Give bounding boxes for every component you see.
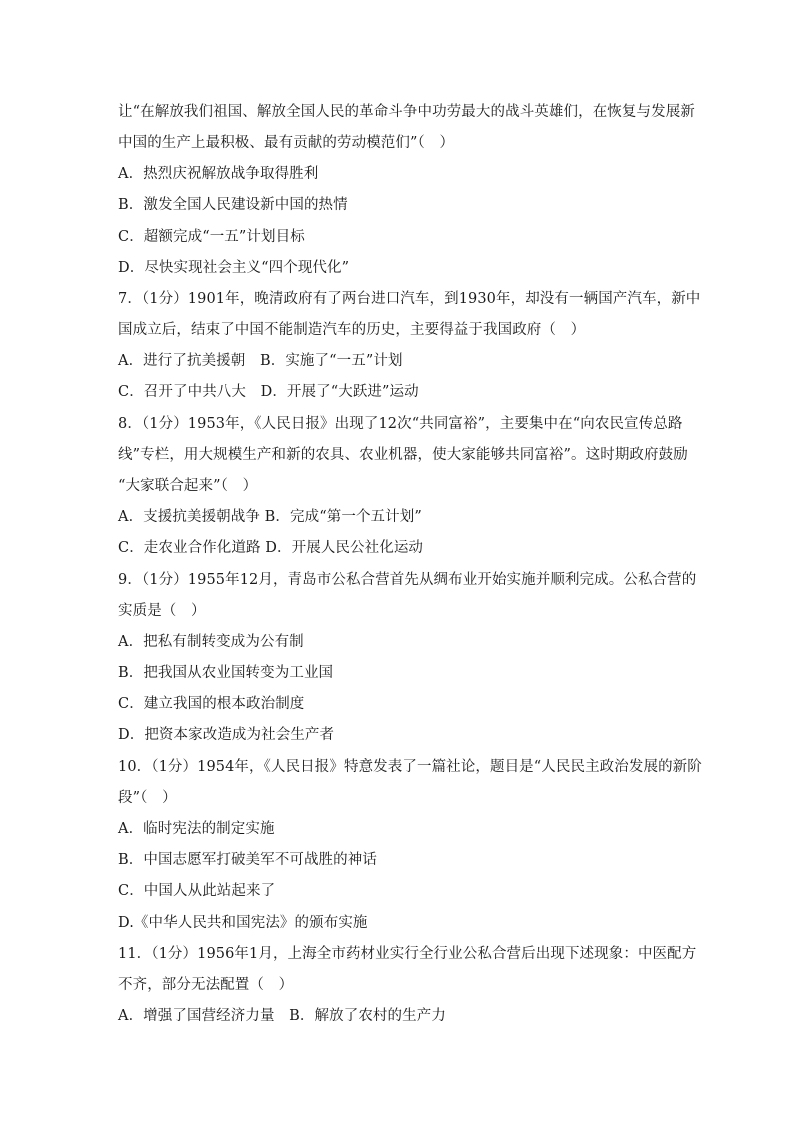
question-9-stem-line-2: 实质是（ ） (118, 603, 206, 619)
question-8-stem-line-1: 8．（1分）1953年，《人民日报》出现了12次“共同富裕”，主要集中在“向农民宣传总路 (118, 416, 683, 432)
question-6-option-a: A．热烈庆祝解放战争取得胜利 (118, 166, 319, 182)
question-7-options-cd: C．召开了中共八大 D．开展了“大跃进”运动 (118, 384, 419, 400)
question-9-option-a: A．把私有制转变成为公有制 (118, 634, 304, 650)
question-8-options-ab: A．支援抗美援朝战争 B．完成“第一个五计划” (118, 509, 422, 525)
question-7-stem-line-1: 7．（1分）1901年，晚清政府有了两台进口汽车，到1930年，却没有一辆国产汽车，新中 (118, 291, 701, 307)
question-6-option-c: C．超额完成“一五”计划目标 (118, 229, 305, 245)
question-6-stem-line-1: 让“在解放我们祖国、解放全国人民的革命斗争中功劳最大的战斗英雄们，在恢复与发展新 (118, 104, 695, 120)
question-10-option-a: A．临时宪法的制定实施 (118, 821, 275, 837)
question-11-stem-line-2: 不齐，部分无法配置（ ） (118, 977, 294, 993)
question-7-stem-line-2: 国成立后，结束了中国不能制造汽车的历史，主要得益于我国政府（ ） (118, 322, 586, 338)
question-10-option-b: B．中国志愿军打破美军不可战胜的神话 (118, 852, 377, 868)
question-10-option-d: D.《中华人民共和国宪法》的颁布实施 (118, 915, 368, 931)
question-11-stem-line-1: 11．（1分）1956年1月，上海全市药材业实行全行业公私合营后出现下述现象：中医配方 (118, 946, 697, 962)
question-9-stem-line-1: 9．（1分）1955年12月，青岛市公私合营首先从绸布业开始实施并顺利完成。公私合营的 (118, 572, 697, 588)
question-9-option-b: B．把我国从农业国转变为工业国 (118, 665, 334, 681)
question-10-option-c: C．中国人从此站起来了 (118, 883, 276, 899)
question-8-options-cd: C．走农业合作化道路 D．开展人民公社化运动 (118, 540, 424, 556)
question-9-option-d: D．把资本家改造成为社会生产者 (118, 727, 335, 743)
question-10-stem-line-2: 段”（ ） (118, 790, 177, 806)
question-9-option-c: C．建立我国的根本政治制度 (118, 696, 305, 712)
question-6-option-d: D．尽快实现社会主义“四个现代化” (118, 260, 350, 276)
question-7-options-ab: A．进行了抗美援朝 B．实施了“一五”计划 (118, 353, 403, 369)
question-6-option-b: B．激发全国人民建设新中国的热情 (118, 197, 348, 213)
question-6-stem-line-2: 中国的生产上最积极、最有贡献的劳动模范们”（ ） (118, 135, 455, 151)
question-10-stem-line-1: 10．（1分）1954年，《人民日报》特意发表了一篇社论，题目是“人民民主政治发展的新阶 (118, 759, 702, 775)
question-8-stem-line-3: “大家联合起来”（ ） (118, 478, 258, 494)
question-8-stem-line-2: 线”专栏，用大规模生产和新的农具、农业机器，使大家能够共同富裕”。这时期政府鼓励 (118, 447, 688, 463)
question-11-options-ab: A．增强了国营经济力量 B．解放了农村的生产力 (118, 1008, 446, 1024)
